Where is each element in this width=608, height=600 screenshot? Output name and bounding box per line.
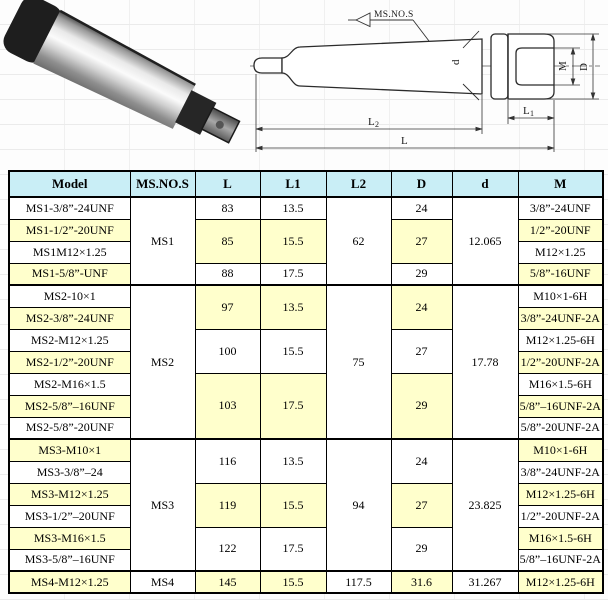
column-header-d: D [391, 171, 452, 197]
table-cell: 24 [391, 197, 452, 219]
table-cell: 5/8”–16UNF-2A [518, 395, 603, 417]
table-cell: 23.825 [452, 439, 518, 571]
dim-label-l: L [401, 135, 408, 147]
column-header-l1: L1 [260, 171, 326, 197]
spec-table [8, 170, 604, 594]
table-cell: 122 [195, 527, 260, 571]
table-cell: MS2-1/2”-20UNF [9, 351, 130, 373]
table-cell: 31.6 [391, 571, 452, 593]
table-cell: MS3-3/8”–24 [9, 461, 130, 483]
table-cell: MS1M12×1.25 [9, 241, 130, 263]
column-header-ms-no-s: MS.NO.S [130, 171, 195, 197]
table-cell: M12×1.25-6H [518, 483, 603, 505]
table-cell: 116 [195, 439, 260, 483]
table-cell: 12.065 [452, 197, 518, 285]
table-cell: 31.267 [452, 571, 518, 593]
table-cell: MS1-3/8”-24UNF [9, 197, 130, 219]
table-row [9, 197, 603, 219]
table-cell: 15.5 [260, 329, 326, 373]
table-cell: MS1 [130, 197, 195, 285]
table-cell: 145 [195, 571, 260, 593]
drawing-body [508, 34, 554, 99]
table-header-row [9, 171, 603, 197]
table-cell: 97 [195, 285, 260, 329]
callout-leader [413, 20, 429, 41]
table-cell: 117.5 [326, 571, 391, 593]
table-row [9, 285, 603, 307]
table-cell: 24 [391, 439, 452, 483]
table-cell: 15.5 [260, 219, 326, 263]
table-cell: MS2-5/8”-20UNF [9, 417, 130, 439]
table-cell: MS2-5/8”–16UNF [9, 395, 130, 417]
table-cell: MS4-M12×1.25 [9, 571, 130, 593]
table-cell: MS2-3/8”-24UNF [9, 307, 130, 329]
table-cell: MS3-5/8”–16UNF [9, 549, 130, 571]
table-head [9, 171, 603, 197]
table-cell: 94 [326, 439, 391, 571]
column-header-d: d [452, 171, 518, 197]
dim-label-l2-sub: 2 [375, 120, 379, 129]
table-cell: 5/8”-20UNF-2A [518, 417, 603, 439]
table-cell: 29 [391, 527, 452, 571]
table-cell: 29 [391, 263, 452, 285]
table-row [9, 571, 603, 593]
table-cell: MS3-M16×1.5 [9, 527, 130, 549]
dim-label-d-small: d [450, 59, 462, 65]
table-cell: 15.5 [260, 571, 326, 593]
table-row [9, 439, 603, 461]
dim-label-m: M [557, 61, 569, 71]
table-cell: 1/2”-20UNF-2A [518, 351, 603, 373]
table-cell: 3/8”-24UNF [518, 197, 603, 219]
table-cell: M12×1.25-6H [518, 329, 603, 351]
table-cell: M10×1-6H [518, 285, 603, 307]
table-cell: 29 [391, 373, 452, 439]
table-cell: 83 [195, 197, 260, 219]
drawing-taper-body [282, 39, 482, 94]
table-cell: 1/2”-20UNF-2A [518, 505, 603, 527]
dim-label-l1: L [523, 105, 530, 117]
table-cell: 17.5 [260, 373, 326, 439]
table-cell: 27 [391, 483, 452, 527]
table-cell: M16×1.5-6H [518, 373, 603, 395]
table-cell: MS2-M16×1.5 [9, 373, 130, 395]
table-cell: MS2-10×1 [9, 285, 130, 307]
table-cell: M10×1-6H [518, 439, 603, 461]
table-cell: 3/8”-24UNF-2A [518, 307, 603, 329]
table-cell: 3/8”-24UNF-2A [518, 461, 603, 483]
table-cell: 17.5 [260, 263, 326, 285]
table-cell: 1/2”-20UNF [518, 219, 603, 241]
table-cell: 103 [195, 373, 260, 439]
table-cell: M16×1.5-6H [518, 527, 603, 549]
table-cell: 27 [391, 219, 452, 263]
table-cell: 13.5 [260, 439, 326, 483]
table-cell: MS2 [130, 285, 195, 439]
table-cell: 88 [195, 263, 260, 285]
drawing-pilot-end [254, 58, 282, 73]
table-cell: 62 [326, 197, 391, 285]
drawing-flange [491, 34, 508, 99]
technical-drawing [250, 13, 600, 152]
column-header-m: M [518, 171, 603, 197]
table-cell: MS2-M12×1.25 [9, 329, 130, 351]
table-cell: MS1-5/8”-UNF [9, 263, 130, 285]
table-cell: 15.5 [260, 483, 326, 527]
column-header-model: Model [9, 171, 130, 197]
callout-triangle-icon [356, 13, 370, 27]
callout-label: MS.NO.S [374, 10, 414, 20]
table-cell: M12×1.25-6H [518, 571, 603, 593]
table-cell: 17.78 [452, 285, 518, 439]
dim-label-l2: L [368, 116, 375, 128]
table-cell: 100 [195, 329, 260, 373]
table-cell: MS1-1/2”-20UNF [9, 219, 130, 241]
figure-panel [0, 0, 608, 170]
table-cell: MS3 [130, 439, 195, 571]
table-cell: 13.5 [260, 285, 326, 329]
table-cell: 85 [195, 219, 260, 263]
table-cell: MS4 [130, 571, 195, 593]
table-cell: 119 [195, 483, 260, 527]
table-cell: 5/8”-16UNF [518, 263, 603, 285]
table-cell: MS3-M12×1.25 [9, 483, 130, 505]
table-cell: 27 [391, 329, 452, 373]
table-cell: 17.5 [260, 527, 326, 571]
dim-label-d-big: D [578, 63, 590, 71]
table-cell: M12×1.25 [518, 241, 603, 263]
column-header-l2: L2 [326, 171, 391, 197]
table-cell: 5/8”–16UNF-2A [518, 549, 603, 571]
product-photo [0, 0, 248, 160]
table-cell: 13.5 [260, 197, 326, 219]
table-cell: 24 [391, 285, 452, 329]
table-cell: 75 [326, 285, 391, 439]
dim-label-l1-sub: 1 [530, 109, 534, 118]
column-header-l: L [195, 171, 260, 197]
table-cell: MS3-1/2”–20UNF [9, 505, 130, 527]
table-cell: MS3-M10×1 [9, 439, 130, 461]
table-body [9, 197, 603, 593]
